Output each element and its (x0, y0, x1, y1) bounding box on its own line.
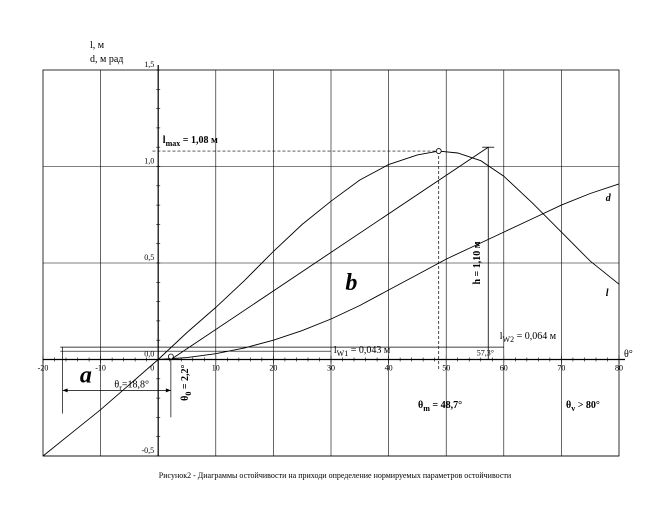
y-axis-label-d: d, м рад (90, 54, 124, 65)
x-tick-label: 10 (211, 363, 220, 373)
y-tick-label: 0,5 (144, 253, 155, 262)
theta-r-arrow-left (63, 388, 68, 392)
x-tick-label: 50 (442, 363, 451, 373)
theta-r-label: $\theta_r=18,8^\circ$ (114, 379, 150, 393)
y-tick-label: 0,0 (144, 349, 155, 359)
h-label: h = 1,10 м (472, 241, 484, 285)
x-tick-label: 30 (327, 363, 335, 373)
lw2-label: $l_{W2} = 0,064$ м (499, 331, 557, 345)
theta-0-label: $\theta_0 = 2,2^\circ$ (180, 364, 194, 401)
region-a-label: a (79, 362, 92, 389)
lmax-marker (436, 149, 441, 154)
theta-r-arrow-right (166, 388, 171, 392)
x-tick-label: 20 (269, 363, 278, 373)
grid (43, 70, 619, 456)
curve-l-label: l (605, 287, 609, 299)
theta-m-label: $\theta_m = 48,7^\circ$ (417, 399, 463, 413)
x-tick-label: 80 (615, 363, 623, 373)
theta-v-label: $\theta_v > 80^\circ$ (566, 399, 600, 413)
x-axis-label: θ° (624, 349, 633, 360)
region-b-label: b (345, 270, 358, 297)
y-tick-label: -0,5 (141, 446, 155, 455)
y-axis-label-l: l, м (90, 40, 105, 51)
x-tick-label: -20 (37, 363, 49, 373)
x-tick-label: 0 (150, 363, 155, 373)
x-tick-label: 70 (557, 363, 566, 373)
annotations (60, 135, 611, 417)
lmax-label: $l_{max} = 1,08$ м (162, 135, 218, 149)
tick-57-3-label: 57,3° (476, 348, 494, 358)
figure-caption: Рисунок2 - Диаграммы остойчивости на приходи определение нормируемых параметров остойчивости (158, 471, 512, 480)
lw1-label: $l_{W1} = 0,043$ м (333, 345, 391, 359)
curve-d-label: d (605, 193, 611, 205)
theta0-marker (168, 354, 173, 359)
y-tick-label: 1,5 (144, 60, 155, 69)
x-tick-label: 40 (384, 363, 393, 373)
tick-labels (38, 60, 623, 455)
y-tick-label: 1,0 (144, 156, 155, 166)
x-tick-label: -10 (95, 363, 106, 373)
x-tick-label: 60 (499, 363, 508, 373)
axes (43, 65, 625, 456)
tangent-line (171, 147, 488, 359)
